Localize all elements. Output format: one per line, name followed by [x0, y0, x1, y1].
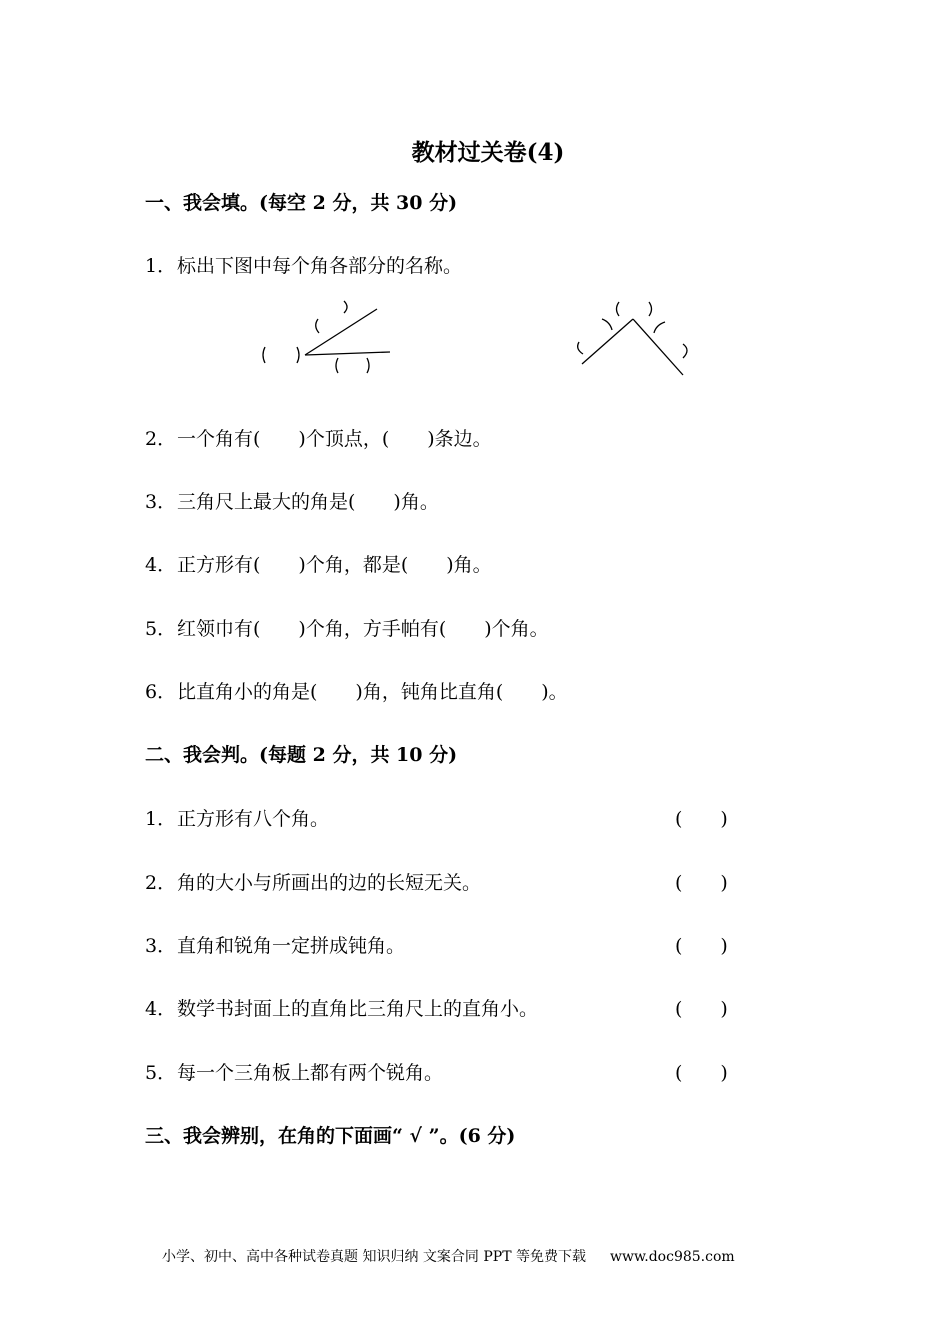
judge-question-4 — [145, 994, 538, 1021]
question-number: 5． — [145, 1062, 177, 1084]
judge-answer-blank: ( ) — [675, 872, 728, 894]
section-heading-judge: 二、我会判。(每题 2 分，共 10 分) — [145, 744, 458, 766]
judge-question-5 — [145, 1058, 443, 1085]
question-number: 2． — [145, 872, 177, 894]
question-text: 红领巾有( )个角，方手帕有( )个角。 — [177, 618, 549, 640]
judge-answer-blank: ( ) — [675, 1062, 728, 1084]
question-number: 3． — [145, 935, 177, 957]
question-text: 三角尺上最大的角是( )角。 — [177, 491, 439, 513]
question-number: 4． — [145, 998, 177, 1020]
question-text: 正方形有八个角。 — [177, 808, 330, 830]
page-title: 教材过关卷(4) — [411, 139, 565, 166]
question-number: 5． — [145, 618, 177, 640]
judge-question-3 — [145, 931, 405, 958]
judge-question-1 — [145, 804, 329, 831]
question-text: 数学书封面上的直角比三角尺上的直角小。 — [177, 998, 539, 1020]
fill-question-1 — [145, 251, 462, 278]
question-number: 3． — [145, 491, 177, 513]
footer — [162, 1246, 735, 1266]
fill-question-3 — [145, 487, 439, 514]
judge-answer-blank: ( ) — [675, 808, 728, 830]
judge-answer-blank: ( ) — [675, 935, 728, 957]
obtuse-angle-diagram — [570, 292, 695, 382]
footer-url: www.doc985.com — [609, 1249, 735, 1265]
fill-question-4 — [145, 550, 492, 577]
question-text: 每一个三角板上都有两个锐角。 — [177, 1062, 444, 1084]
acute-angle-diagram — [255, 295, 395, 380]
question-number: 1． — [145, 808, 177, 830]
judge-answer-blank: ( ) — [675, 998, 728, 1020]
question-text: 一个角有( )个顶点，( )条边。 — [177, 428, 492, 450]
question-text: 正方形有( )个角，都是( )角。 — [177, 554, 492, 576]
section-heading-identify: 三、我会辨别，在角的下面画“ √ ”。(6 分) — [145, 1125, 516, 1147]
footer-text: 小学、初中、高中各种试卷真题 知识归纳 文案合同 PPT 等免费下载 — [162, 1249, 586, 1265]
judge-question-2 — [145, 868, 481, 895]
question-text: 直角和锐角一定拼成钝角。 — [177, 935, 406, 957]
question-text: 标出下图中每个角各部分的名称。 — [177, 255, 463, 277]
question-number: 1． — [145, 255, 177, 277]
fill-question-5 — [145, 614, 549, 641]
question-number: 4． — [145, 554, 177, 576]
question-number: 6． — [145, 681, 177, 703]
question-text: 角的大小与所画出的边的长短无关。 — [177, 872, 482, 894]
question-text: 比直角小的角是( )角，钝角比直角( )。 — [177, 681, 568, 703]
question-number: 2． — [145, 428, 177, 450]
fill-question-2 — [145, 424, 492, 451]
section-heading-fill: 一、我会填。(每空 2 分，共 30 分) — [145, 192, 458, 214]
fill-question-6 — [145, 677, 568, 704]
